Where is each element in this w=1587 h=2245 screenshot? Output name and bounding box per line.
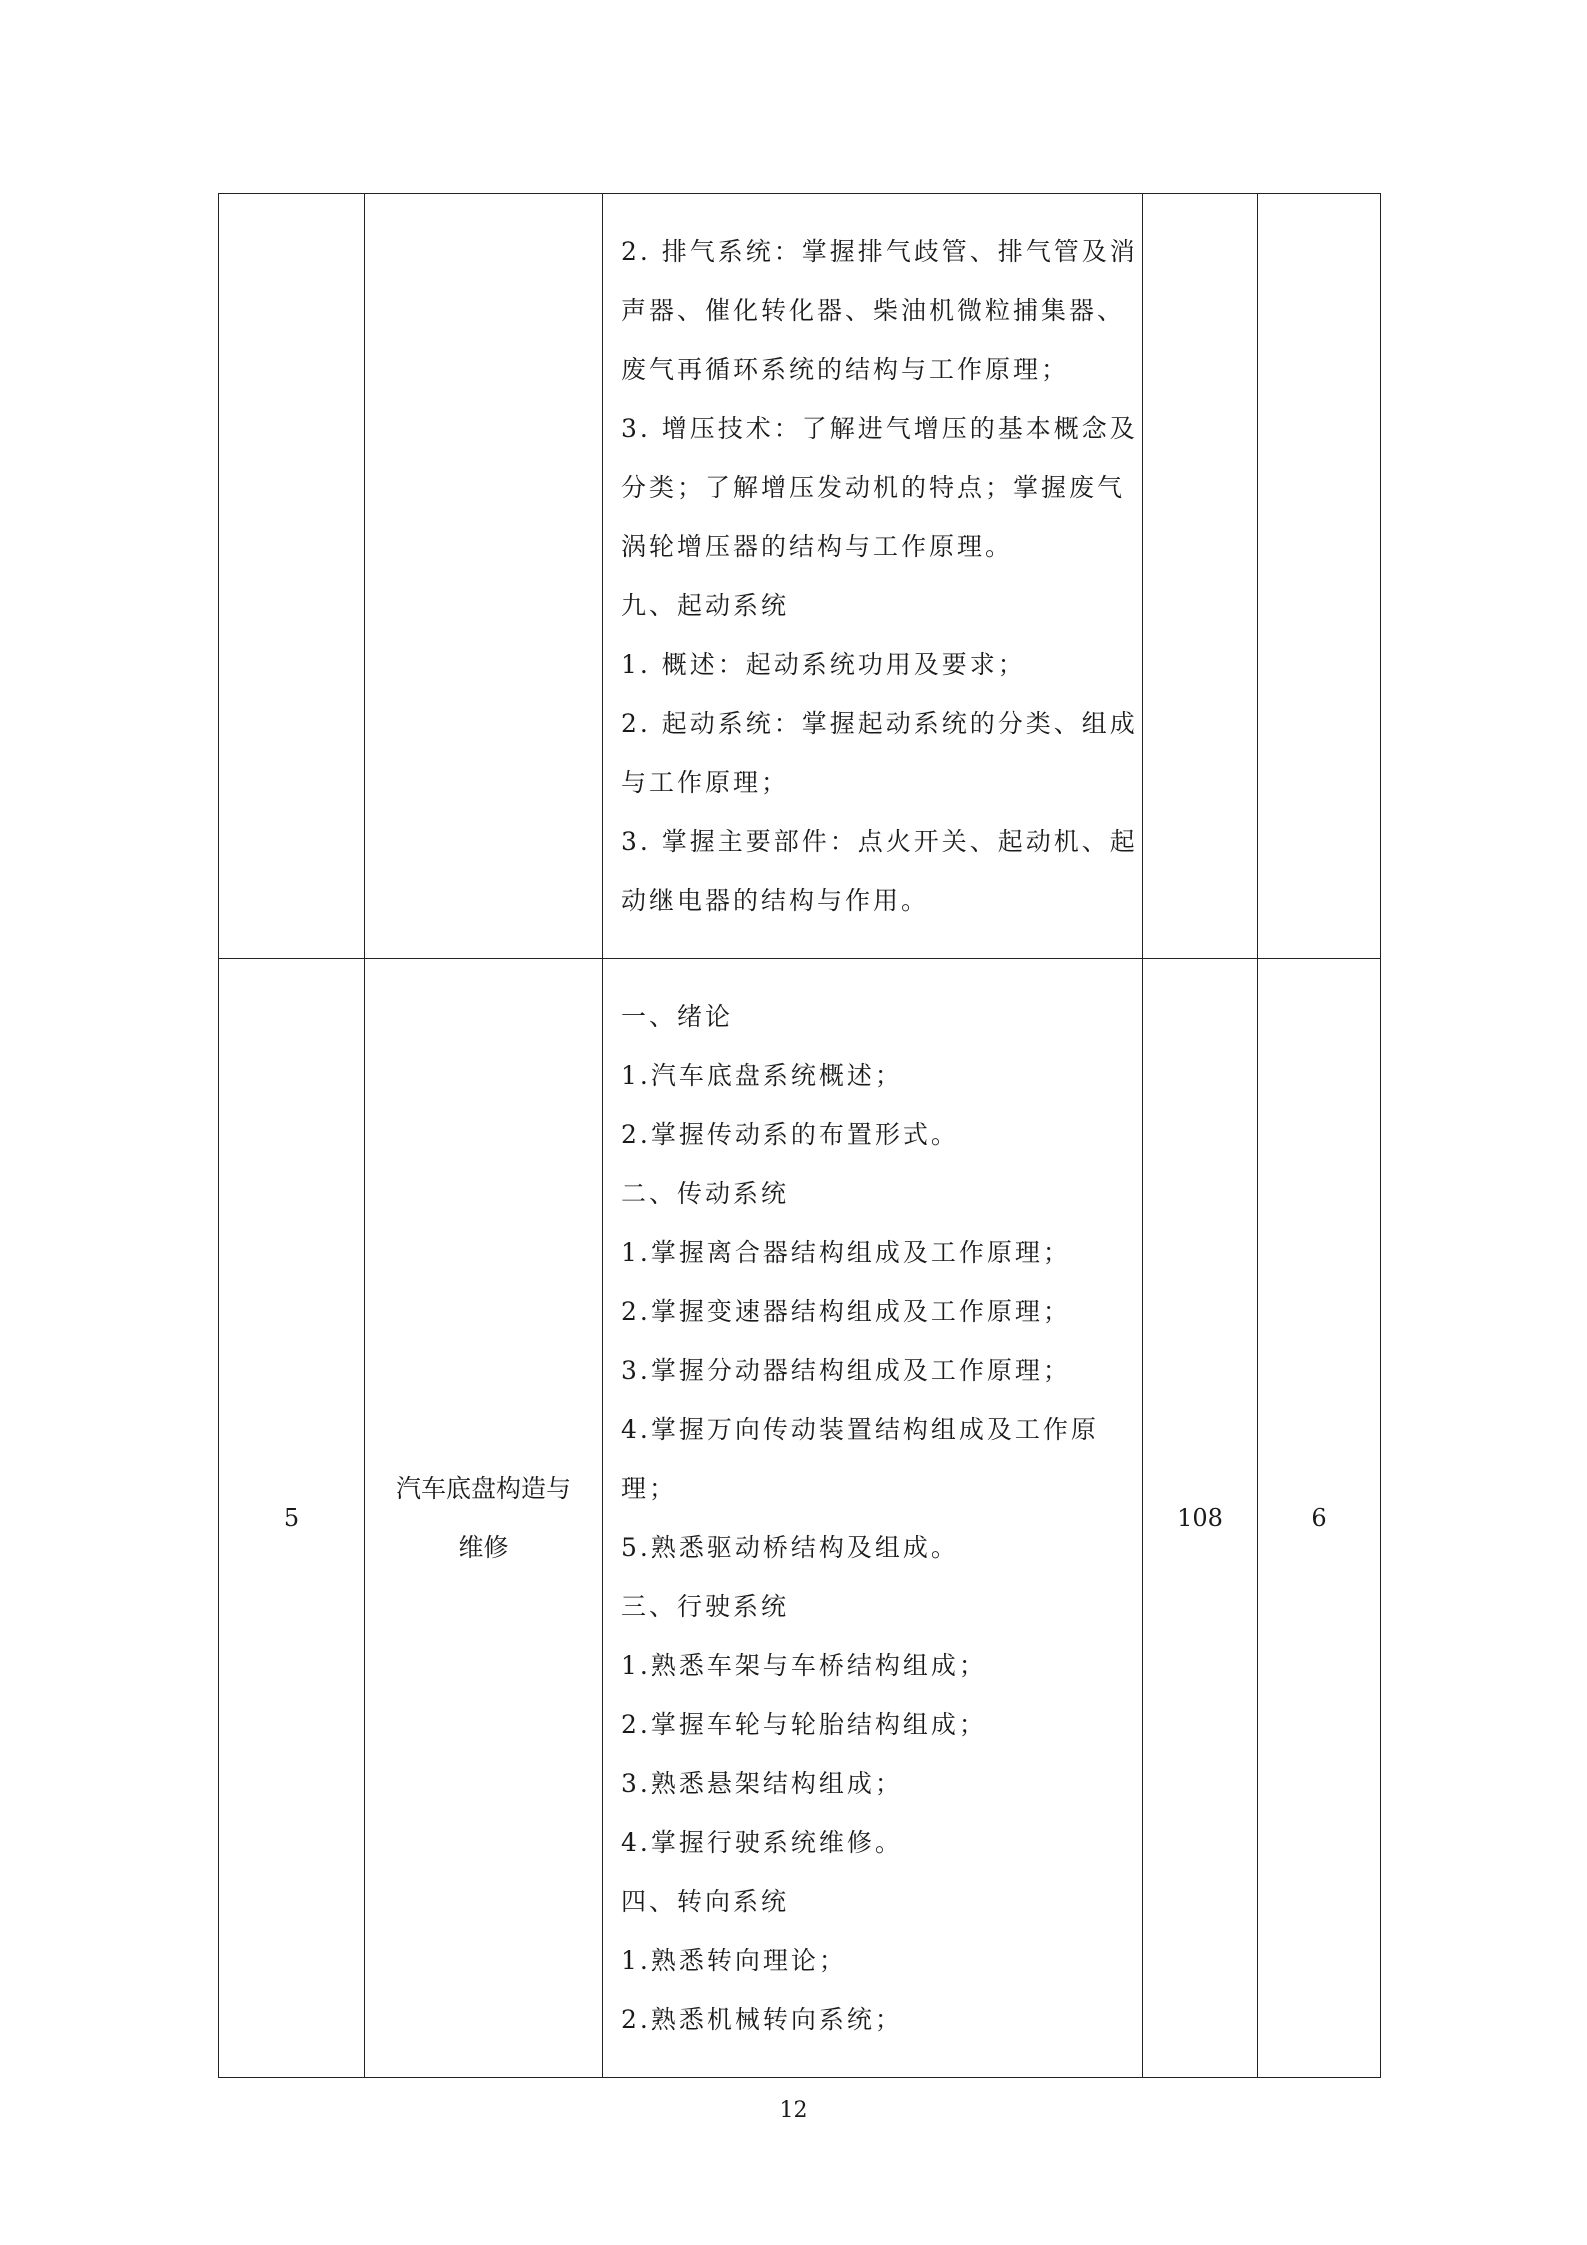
table-row-continued xyxy=(219,194,1381,959)
content-line: 分类；了解增压发动机的特点；掌握废气 xyxy=(621,473,1126,502)
content-line: 声器、催化转化器、柴油机微粒捕集器、 xyxy=(621,296,1126,325)
course-name-line: 维修 xyxy=(458,1533,509,1562)
content-cell xyxy=(603,959,1143,2078)
section-heading: 九、起动系统 xyxy=(621,591,790,620)
course-name-line: 汽车底盘构造与 xyxy=(395,1474,571,1503)
content-line: 1.熟悉车架与车桥结构组成； xyxy=(621,1651,987,1680)
content-line: 2.掌握车轮与轮胎结构组成； xyxy=(621,1710,987,1739)
content-line: 2.掌握变速器结构组成及工作原理； xyxy=(621,1297,1071,1326)
hours-cell-empty xyxy=(1143,194,1258,959)
content-line: 2.掌握传动系的布置形式。 xyxy=(621,1120,959,1149)
content-line: 1.汽车底盘系统概述； xyxy=(621,1061,903,1090)
credits-cell-empty xyxy=(1258,194,1381,959)
content-line: 理； xyxy=(621,1474,678,1503)
course-number: 5 xyxy=(219,959,365,2078)
section-heading: 二、传动系统 xyxy=(621,1179,790,1208)
content-line: 3.熟悉悬架结构组成； xyxy=(621,1769,903,1798)
content-line: 3. 掌握主要部件：点火开关、起动机、起 xyxy=(621,827,1138,856)
page-number: 12 xyxy=(779,2098,808,2123)
course-name-cell-empty xyxy=(365,194,603,959)
course-name-cell xyxy=(365,959,603,2078)
section-heading: 四、转向系统 xyxy=(621,1887,790,1916)
content-line: 2. 起动系统：掌握起动系统的分类、组成 xyxy=(621,709,1138,738)
content-cell xyxy=(603,194,1143,959)
course-table xyxy=(218,193,1381,2078)
section-heading: 一、绪论 xyxy=(621,1002,734,1031)
content-line: 3. 增压技术：了解进气增压的基本概念及 xyxy=(621,414,1138,443)
content-line: 动继电器的结构与作用。 xyxy=(621,886,930,915)
content-line: 与工作原理； xyxy=(621,768,790,797)
content-line: 1.掌握离合器结构组成及工作原理； xyxy=(621,1238,1071,1267)
course-credits: 6 xyxy=(1258,959,1381,2078)
number-cell-empty xyxy=(219,194,365,959)
content-line: 4.掌握行驶系统维修。 xyxy=(621,1828,903,1857)
content-line: 4.掌握万向传动装置结构组成及工作原 xyxy=(621,1415,1099,1444)
content-line: 2.熟悉机械转向系统； xyxy=(621,2005,903,2034)
course-hours: 108 xyxy=(1143,959,1258,2078)
content-line: 1. 概述：起动系统功用及要求； xyxy=(621,650,1026,679)
content-line: 废气再循环系统的结构与工作原理； xyxy=(621,355,1070,384)
content-line: 2. 排气系统：掌握排气歧管、排气管及消 xyxy=(621,237,1138,266)
content-line: 3.掌握分动器结构组成及工作原理； xyxy=(621,1356,1071,1385)
content-line: 1.熟悉转向理论； xyxy=(621,1946,847,1975)
section-heading: 三、行驶系统 xyxy=(621,1592,790,1621)
content-line: 5.熟悉驱动桥结构及组成。 xyxy=(621,1533,959,1562)
content-line: 涡轮增压器的结构与工作原理。 xyxy=(621,532,1014,561)
table-row-course-5 xyxy=(219,959,1381,2078)
